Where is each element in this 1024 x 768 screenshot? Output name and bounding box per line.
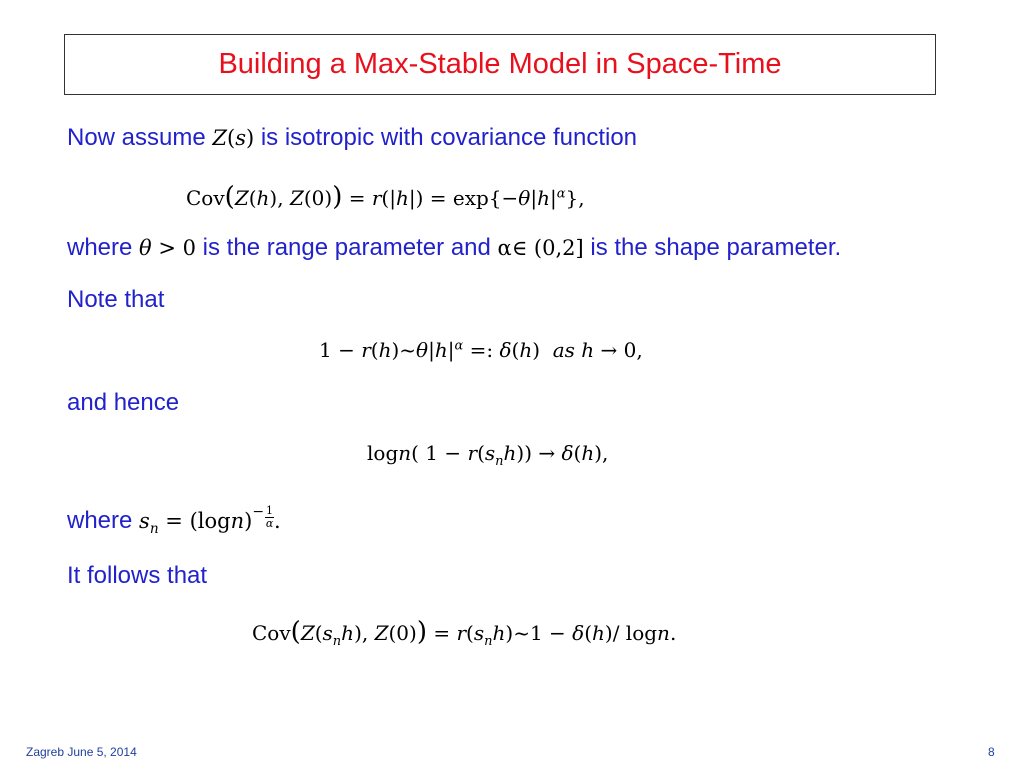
line-and-hence: and hence [67,389,180,416]
line-note-that: Note that [67,286,165,313]
line-now-assume [67,124,637,152]
line-where-sn [67,504,281,537]
title-box [64,34,936,95]
line2-prefix: where [67,234,140,261]
line1-math: Z(s) [212,126,255,150]
line5-prefix: where [67,507,140,534]
line2-suffix: is the shape parameter. [583,234,842,261]
equation-covariance: Cov(Z(h), $Z(0)) = r(|h|) = \exp\{-\theta|h|^\alpha\}$, [186,182,585,212]
footer-date: Zagreb June 5, 2014 [26,745,137,759]
equation-result: $Cov(Z(s_nh)$, $Z(0)) = r(s_nh)\sim 1 - \delta(h)/$ logn. [252,617,677,649]
line-it-follows: It follows that [67,562,208,589]
slide-title: Building a Max-Stable Model in Space-Time [218,48,782,80]
line2-math2: α∈ (0,2] [497,236,584,260]
line1-prefix: Now assume [67,124,213,151]
page-number: 8 [988,745,995,759]
line2-middle: is the range parameter and [196,234,498,261]
equation-note: $1 - r(h)\sim\theta|h|^\alpha$ =: δ(h) as h → 0, [319,338,643,362]
equation-hence: logn( $1 - r(s_nh)) \to \delta(h)$, [367,441,609,469]
line2-math1: θ > 0 [139,236,197,260]
line-where-theta [67,234,841,262]
line1-suffix: is isotropic with covariance function [254,124,638,151]
line5-math: $s_n = (\log n)^-$ $\frac{1}{\alpha}$ . [139,504,281,538]
